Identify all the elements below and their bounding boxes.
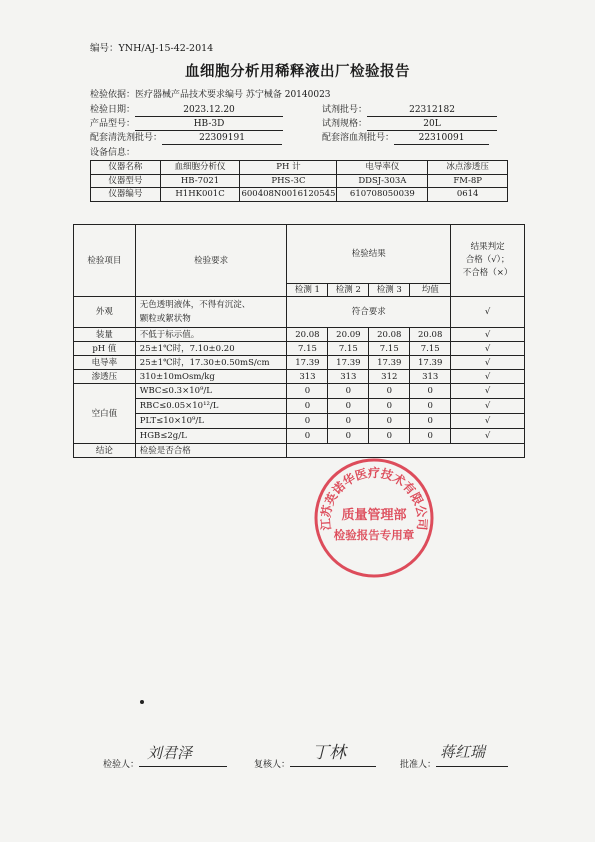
value-cell: 20.08	[369, 328, 410, 342]
stamp-line-2: 检验报告专用章	[333, 528, 415, 542]
value-cell: 0	[410, 414, 451, 429]
inspector-signature: 刘君泽	[147, 744, 193, 762]
value-cell: 0	[328, 414, 369, 429]
table-row	[74, 356, 525, 370]
value-cell: 7.15	[287, 342, 328, 356]
report-title: 血细胞分析用稀释液出厂检验报告	[185, 63, 410, 80]
judge-cell: √	[451, 384, 525, 399]
table-row	[74, 429, 525, 444]
lyse-batch-value: 22310091	[394, 133, 489, 145]
value-cell: 0	[369, 429, 410, 444]
requirement-cell: 25±1℃时，7.10±0.20	[135, 342, 287, 356]
equipment-cell: PH 计	[240, 161, 337, 175]
item-cell: pH 值	[74, 342, 136, 356]
equipment-cell: 仪器编号	[91, 188, 161, 202]
value-cell: 0	[410, 399, 451, 414]
field-date: 检验日期： 2023.12.20	[90, 102, 283, 117]
judge-cell: √	[451, 328, 525, 342]
equipment-label: 设备信息：	[90, 148, 136, 158]
judge-cell: √	[451, 429, 525, 444]
field-batch: 试剂批号： 22312182	[322, 102, 497, 117]
judge-cell: √	[451, 370, 525, 384]
inspector-signature-block: 检验人： 刘君泽	[103, 754, 227, 770]
item-cell: 装量	[74, 328, 136, 342]
value-cell: 313	[410, 370, 451, 384]
table-row	[74, 384, 525, 399]
value-cell: 313	[328, 370, 369, 384]
value-cell: 0	[287, 429, 328, 444]
value-cell: 7.15	[410, 342, 451, 356]
equipment-cell: 冰点渗透压	[428, 161, 508, 175]
field-lyse-batch: 配套溶血剂批号： 22310091	[322, 130, 489, 145]
value-cell: 17.39	[287, 356, 328, 370]
row-conclusion	[74, 444, 525, 458]
judge-cell: √	[451, 414, 525, 429]
value-cell: 7.15	[328, 342, 369, 356]
table-row	[74, 399, 525, 414]
header-test-3: 检测 3	[369, 284, 410, 297]
row-appearance	[74, 297, 525, 328]
judge-cell: √	[451, 342, 525, 356]
table-row	[74, 342, 525, 356]
table-row	[74, 328, 525, 342]
header-result: 检验结果	[287, 225, 451, 284]
reviewer-signature: 丁林	[312, 743, 347, 763]
equipment-row	[91, 188, 508, 202]
table-row	[74, 414, 525, 429]
value-cell: 7.15	[369, 342, 410, 356]
value-cell: 0	[369, 399, 410, 414]
item-appearance: 外观	[74, 297, 136, 328]
value-cell: 20.08	[410, 328, 451, 342]
equipment-cell: 血细胞分析仪	[160, 161, 240, 175]
requirement-cell: 310±10mOsm/kg	[135, 370, 287, 384]
equipment-cell: 仪器型号	[91, 174, 161, 188]
equipment-cell: H1HK001C	[160, 188, 240, 202]
quality-stamp	[312, 456, 436, 580]
field-cleaner-batch: 配套清洗剂批号： 22309191	[90, 130, 282, 145]
spec-value: 20L	[367, 119, 497, 131]
equipment-cell: 600408N0016120545	[241, 189, 336, 200]
value-cell: 0	[328, 399, 369, 414]
value-cell: 17.39	[369, 356, 410, 370]
table-row	[74, 370, 525, 384]
header-mean: 均值	[410, 284, 451, 297]
cleaner-batch-value: 22309191	[162, 133, 282, 145]
value-cell: 0	[369, 384, 410, 399]
equipment-cell: PHS-3C	[240, 174, 337, 188]
model-value: HB-3D	[135, 119, 283, 131]
value-cell: 0	[287, 384, 328, 399]
value-cell: 0	[369, 414, 410, 429]
item-conclusion: 结论	[74, 444, 136, 458]
value-cell: 312	[369, 370, 410, 384]
judge-cell: √	[451, 356, 525, 370]
value-cell: 0	[287, 399, 328, 414]
header-item: 检验项目	[74, 225, 136, 297]
date-value: 2023.12.20	[135, 105, 283, 117]
stamp-ring-text: 江苏英诺华医疗技术有限公司	[318, 465, 430, 531]
value-cell: 0	[410, 429, 451, 444]
approver-signature: 蒋红瑞	[440, 743, 486, 761]
item-cell: 渗透压	[74, 370, 136, 384]
requirement-cell: 不低于标示值。	[135, 328, 287, 342]
conclusion-text: 检验是否合格	[135, 444, 287, 458]
equipment-cell: DDSJ-303A	[337, 174, 428, 188]
batch-value: 22312182	[367, 105, 497, 117]
requirement-cell: HGB≤2g/L	[135, 429, 287, 444]
equipment-cell: HB-7021	[160, 174, 240, 188]
field-spec: 试剂规格： 20L	[322, 116, 497, 131]
value-cell: 313	[287, 370, 328, 384]
value-cell: 0	[410, 384, 451, 399]
equipment-table	[90, 160, 508, 202]
equipment-cell: 0614	[428, 188, 508, 202]
result-appearance: 符合要求	[287, 297, 451, 328]
value-cell: 0	[287, 414, 328, 429]
judge-cell: √	[451, 399, 525, 414]
header-test-1: 检测 1	[287, 284, 328, 297]
header-judgement: 结果判定 合格（√）； 不合格（×）	[451, 225, 525, 297]
inspection-basis: 检验依据：医疗器械产品技术要求编号 苏宁械备 20140023	[90, 90, 331, 100]
requirement-cell: WBC≤0.3×10⁹/L	[135, 384, 287, 399]
equipment-cell: 电导率仪	[337, 161, 428, 175]
ink-dot	[140, 700, 144, 704]
requirement-cell: RBC≤0.05×10¹²/L	[135, 399, 287, 414]
requirement-cell: PLT≤10×10⁹/L	[135, 414, 287, 429]
requirement-appearance: 无色透明液体，不得有沉淀、 颗粒或絮状物	[135, 297, 287, 328]
equipment-cell: FM-8P	[428, 174, 508, 188]
value-cell: 17.39	[410, 356, 451, 370]
item-cell: 电导率	[74, 356, 136, 370]
header-requirement: 检验要求	[135, 225, 287, 297]
reviewer-signature-block: 复核人： 丁林	[254, 754, 376, 770]
equipment-cell: 610708050039	[337, 188, 428, 202]
equipment-row	[91, 174, 508, 188]
field-model: 产品型号： HB-3D	[90, 116, 283, 131]
document-number: 编号：YNH/AJ-15-42-2014	[90, 43, 214, 54]
approver-signature-block: 批准人： 蒋红瑞	[400, 754, 508, 770]
value-cell: 0	[328, 384, 369, 399]
judge-appearance: √	[451, 297, 525, 328]
equipment-row	[91, 161, 508, 175]
requirement-cell: 25±1℃时，17.30±0.50mS/cm	[135, 356, 287, 370]
inspection-table	[73, 224, 525, 458]
equipment-cell: 仪器名称	[91, 161, 161, 175]
item-blank: 空白值	[74, 384, 136, 444]
header-test-2: 检测 2	[328, 284, 369, 297]
value-cell: 0	[328, 429, 369, 444]
value-cell: 20.09	[328, 328, 369, 342]
stamp-line-1: 质量管理部	[341, 508, 407, 523]
value-cell: 20.08	[287, 328, 328, 342]
value-cell: 17.39	[328, 356, 369, 370]
